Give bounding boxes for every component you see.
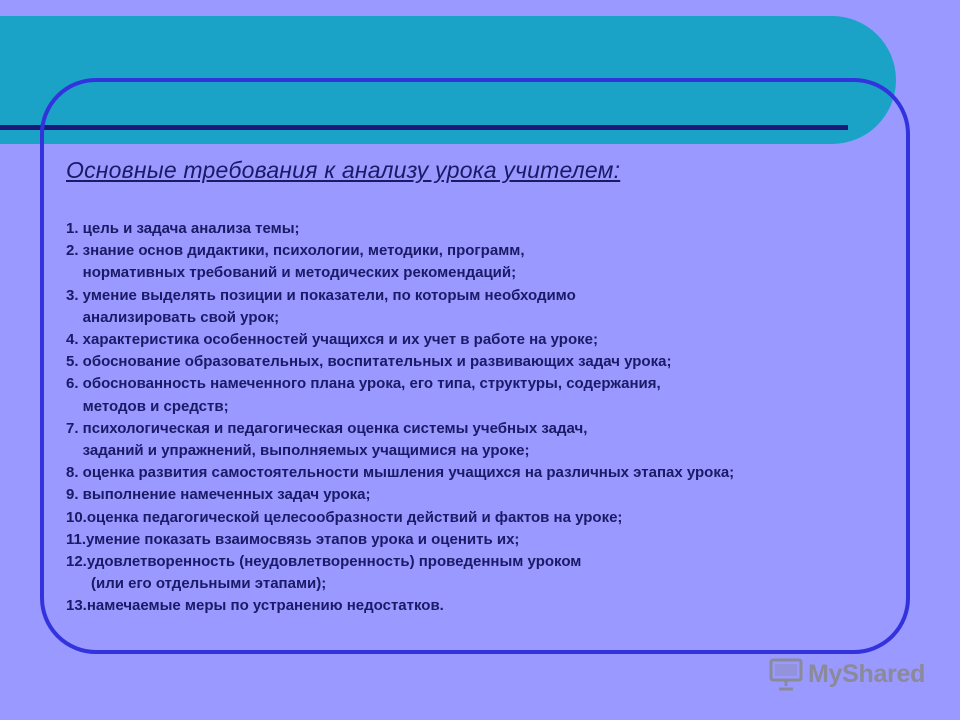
requirement-item: анализировать свой урок; bbox=[66, 308, 280, 326]
watermark-brand: MyShared bbox=[808, 659, 926, 688]
projector-screen-icon bbox=[768, 656, 804, 692]
requirement-item: (или его отдельными этапами); bbox=[66, 575, 327, 593]
requirement-item: 3. умение выделять позиции и показатели, по которым необходимо bbox=[66, 286, 576, 304]
requirement-item: 7. психологическая и педагогическая оценка системы учебных задач, bbox=[66, 419, 588, 437]
requirement-item: 1. цель и задача анализа темы; bbox=[66, 220, 300, 237]
requirement-item: 11.умение показать взаимосвязь этапов урока и оценить их; bbox=[66, 530, 520, 548]
requirement-item: 6. обоснованность намеченного плана урока, его типа, структуры, содержания, bbox=[66, 375, 661, 393]
requirements-list bbox=[66, 218, 916, 618]
requirement-item: 10.оценка педагогической целесообразности действий и фактов на уроке; bbox=[66, 508, 623, 526]
requirement-item: 9. выполнение намеченных задач урока; bbox=[66, 486, 371, 504]
requirement-item: 8. оценка развития самостоятельности мышления учащихся на различных этапах урока; bbox=[66, 464, 735, 482]
slide-title: Основные требования к анализу урока учителем: bbox=[66, 157, 621, 183]
myshared-watermark bbox=[768, 656, 925, 692]
requirement-item: 12.удовлетворенность (неудовлетворенность) проведенным уроком bbox=[66, 553, 582, 571]
requirement-item: 5. обоснование образовательных, воспитательных и развивающих задач урока; bbox=[66, 353, 672, 371]
requirement-item: 13.намечаемые меры по устранению недостатков. bbox=[66, 597, 444, 615]
requirement-item: 2. знание основ дидактики, психологии, методики, программ, bbox=[66, 242, 525, 260]
requirement-item: нормативных требований и методических рекомендаций; bbox=[66, 264, 517, 282]
requirement-item: заданий и упражнений, выполняемых учащимися на уроке; bbox=[66, 442, 530, 460]
requirement-item: методов и средств; bbox=[66, 397, 229, 415]
requirement-item: 4. характеристика особенностей учащихся и их учет в работе на уроке; bbox=[66, 331, 598, 349]
